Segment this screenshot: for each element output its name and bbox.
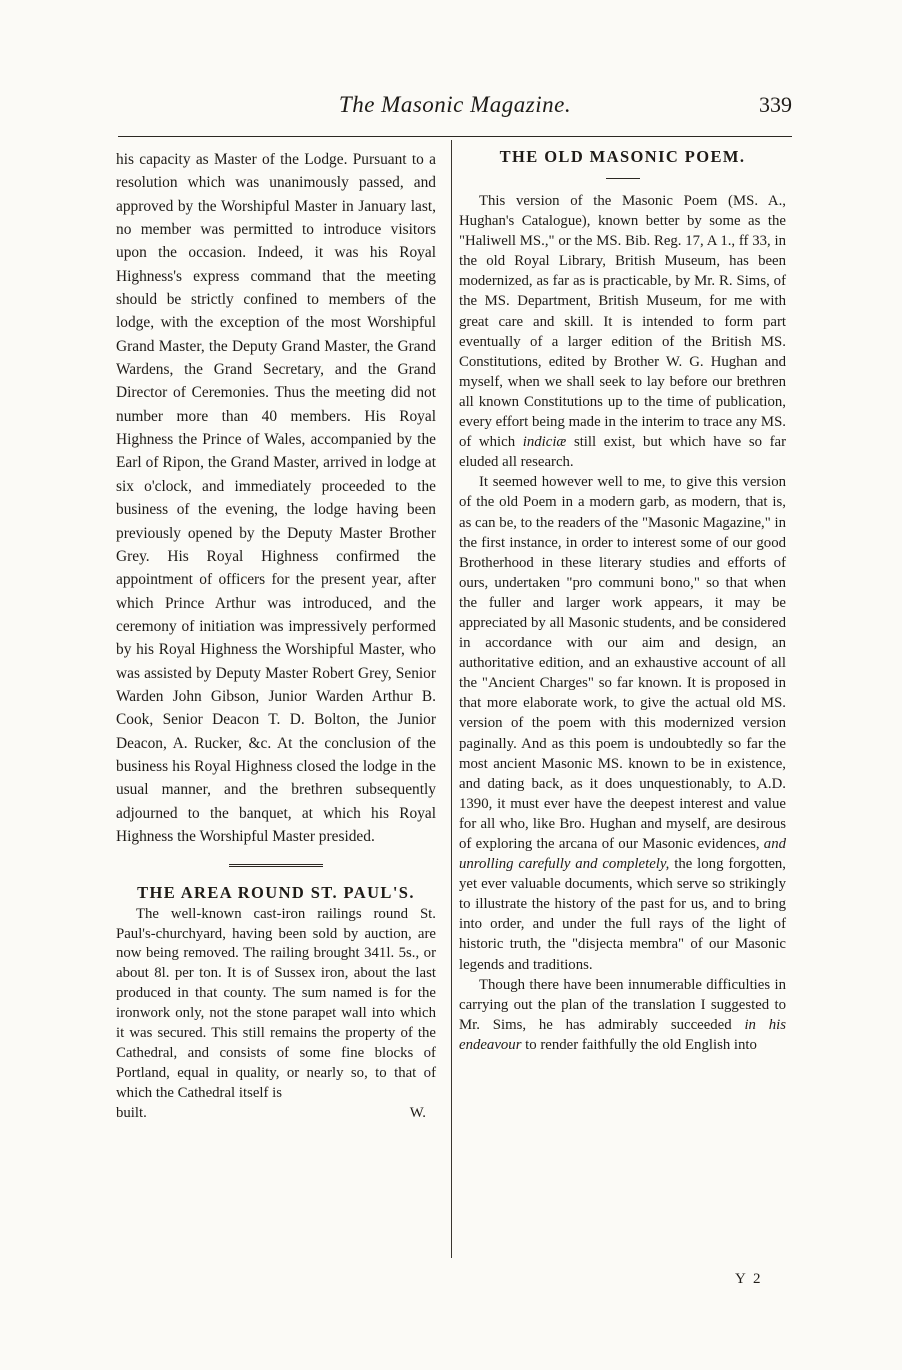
- poem-paragraph-2-italic: and unrolling carefully and completely,: [459, 836, 786, 873]
- poem-paragraph-2: [459, 472, 786, 974]
- poem-paragraph-1: [459, 191, 786, 472]
- article-last-word: built.: [116, 1104, 147, 1121]
- poem-paragraph-2-text-b: the long forgotten, yet ever valuable documents, which serve so strikingly to illustrate the history of the past for us, and to bring into order, and under the full rays of the light of historic truth, the "disjecta membra" of our Masonic legends and traditions.: [459, 856, 787, 973]
- poem-paragraph-3-italic: in his endeavour: [459, 1016, 786, 1053]
- article-ending: [116, 1104, 436, 1124]
- poem-paragraph-1-italic: indiciæ: [522, 434, 567, 451]
- left-column: [116, 148, 436, 1124]
- printer-signature-mark: Y 2: [735, 1271, 763, 1287]
- poem-paragraph-2-text-a: It seemed however well to me, to give this version of the old Poem in a modern garb, as modern, that is, as can be, to the readers of the "Masonic Magazine," in the first instance, in order to interest some of our good Brotherhood in these literary studies and efforts of ours, undertaken "pro communi bono," so that when the fuller and larger work appears, it may be appreciated by all Masonic students, and be considered in accordance with our aim and design, an authoritative edition, and an exhaustive account of all the "Ancient Charges" so far known. It is proposed in that more elaborate work, to give the actual old MS. version of the poem with this modernized version paginally. And as this poem is undoubtedly so far the most ancient Masonic MS. known to be in existence, and dating back, as it does unquestionably, to A.D. 1390, it must ever have the deepest interest and value for all who, like Bro. Hughan and myself, are desirous of exploring the arcana of our Masonic evidences,: [459, 474, 786, 852]
- running-title: The Masonic Magazine.: [338, 92, 572, 117]
- header-rule: [118, 136, 792, 137]
- continued-paragraph: his capacity as Master of the Lodge. Pursuant to a resolution which was unanimously passed, and approved by the Worshipful Master in January last, no member was permitted to introduce visitors upon the occasion. Indeed, it was his Royal Highness's express command that the meeting should be strictly confined to members of the lodge, with the exception of the most Worshipful Grand Master, the Deputy Grand Master, the Grand Wardens, the Grand Secretary, and the Grand Director of Ceremonies. Thus the meeting did not number more than 40 members. His Royal Highness the Prince of Wales, accompanied by the Earl of Ripon, the Grand Master, arrived in lodge at six o'clock, and immediately proceeded to the business of the evening, the lodge having been previously opened by the Deputy Master Brother Grey. His Royal Highness confirmed the appointment of officers for the present year, after which Prince Arthur was introduced, and the ceremony of initiation was impressively performed by his Royal Highness the Worshipful Master, who was assisted by Deputy Master Robert Grey, Senior Warden John Gibson, Junior Warden Arthur B. Cook, Senior Deacon T. D. Bolton, the Junior Deacon, A. Rucker, &c. At the conclusion of the business his Royal Highness closed the lodge in the usual manner, and the brethren subsequently adjourned to the banquet, at which his Royal Highness the Worshipful Master presided.: [116, 151, 436, 845]
- page-header: [118, 92, 792, 132]
- poem-paragraph-3: [459, 975, 786, 1055]
- poem-paragraph-3-end: to render faithfully the old English into: [525, 1036, 757, 1053]
- poem-paragraph-1-text: This version of the Masonic Poem (MS. A., Hughan's Catalogue), known better by some as the "Haliwell MS.," or the MS. Bib. Reg. 17, A 1., ff 33, in the old Royal Library, British Museum, has been modernized, as far as is practicable, by Mr. R. Sims, of the MS. Department, British Museum, for me with great care and skill. It is intended to form part eventually of a larger edition of the British MS. Constitutions, edited by Brother W. G. Hughan and myself, when we shall seek to lay before our brethren all known Constitutions up to the time of publication, every effort being made in the interim to trace any MS. of which: [459, 193, 786, 451]
- article-heading-area-round-st-pauls: THE AREA ROUND ST. PAUL'S.: [137, 883, 415, 903]
- heading-short-rule: [606, 178, 640, 179]
- article-body: The well-known cast-iron railings round St. Paul's-churchyard, having been sold by auction, are now being removed. The railing brought 341l. 5s., or about 8l. per ton. It is of Sussex iron, about the last produced in that county. The sum named is for the ironwork only, not the stone parapet wall into which it was secured. This still remains the property of the Cathedral, and consists of some fine blocks of Portland, equal in quality, or nearly so, to that of which the Cathedral itself is: [116, 905, 436, 1101]
- poem-paragraph-3-text: Though there have been innumerable difficulties in carrying out the plan of the translation I suggested to Mr. Sims, he has admirably succeeded: [459, 976, 786, 1033]
- article-signoff: W.: [409, 1104, 426, 1121]
- right-column: [459, 146, 786, 1055]
- article-area-round-st-pauls: [116, 905, 436, 1124]
- page-number: 339: [759, 92, 792, 117]
- column-divider: [451, 140, 452, 1258]
- article-heading-old-masonic-poem: THE OLD MASONIC POEM.: [499, 147, 746, 166]
- section-ornament-rule: [229, 864, 323, 867]
- poem-paragraph-1-end: still exist, but which have so far eluded all research.: [459, 434, 787, 471]
